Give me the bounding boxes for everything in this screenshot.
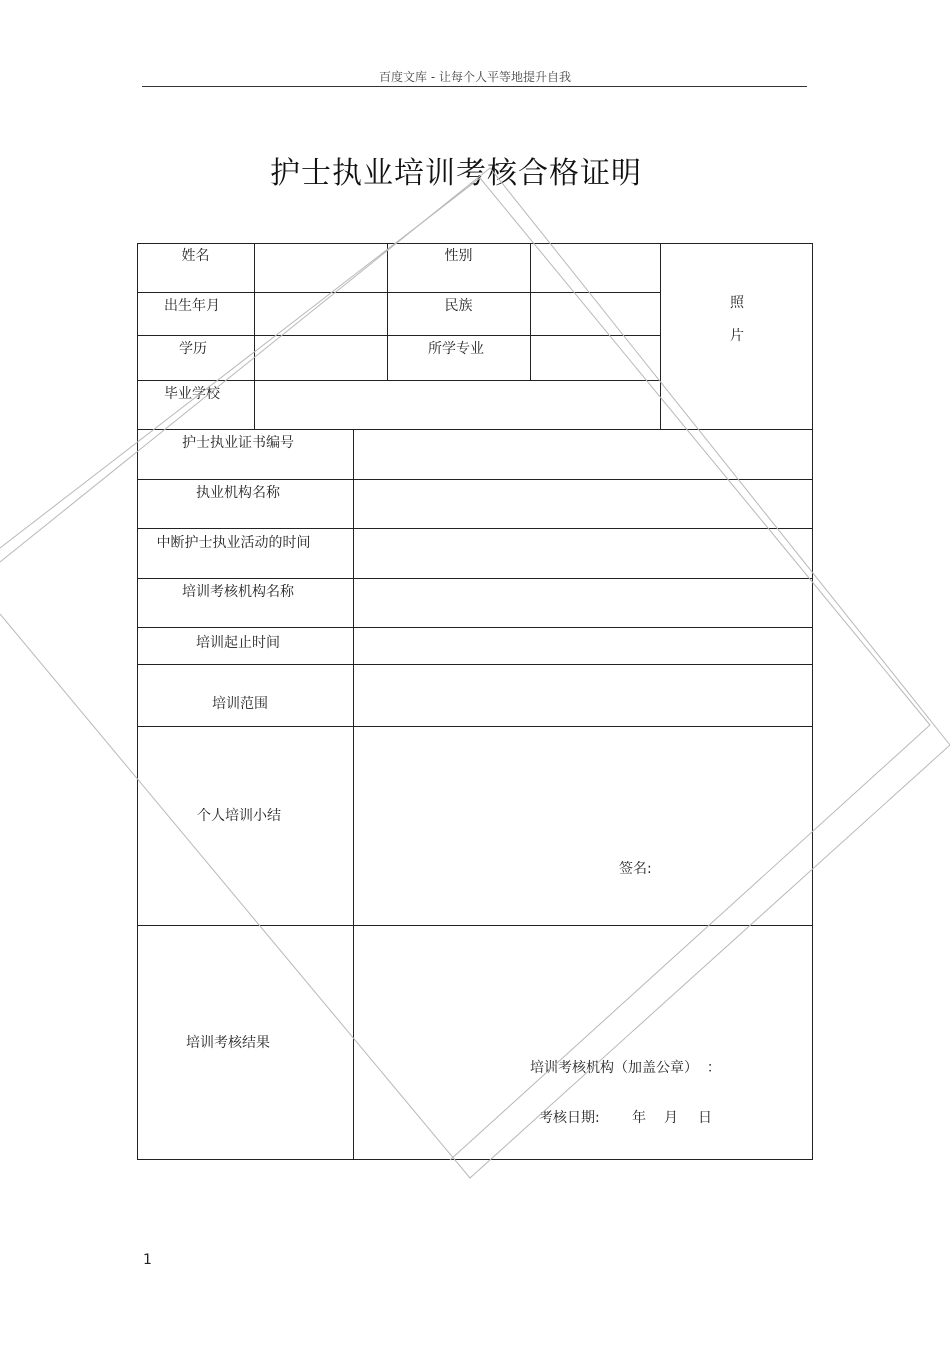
education-field[interactable] (255, 336, 387, 380)
month-label: 月 (664, 1110, 678, 1126)
major-field[interactable] (531, 336, 660, 380)
certificate-form (137, 243, 813, 1160)
major-label: 所学专业 (428, 341, 484, 357)
ethnicity-label: 民族 (444, 298, 473, 314)
school-label: 毕业学校 (164, 386, 220, 402)
signature-label: 签名: (619, 861, 652, 877)
license-number-field[interactable] (354, 430, 812, 479)
institution-field[interactable] (354, 480, 812, 528)
training-scope-field[interactable] (354, 665, 812, 726)
school-field[interactable] (255, 381, 660, 429)
education-label: 学历 (179, 341, 207, 357)
training-org-label: 培训考核机构名称 (182, 584, 294, 600)
exam-date-label: 考核日期: (539, 1110, 600, 1126)
photo-label-2: 片 (730, 328, 744, 344)
interruption-label: 中断护士执业活动的时间 (156, 535, 311, 551)
interruption-field[interactable] (354, 529, 812, 578)
training-org-field[interactable] (354, 579, 812, 627)
summary-field[interactable] (354, 727, 812, 925)
day-label: 日 (698, 1110, 712, 1126)
birth-field[interactable] (255, 293, 387, 335)
name-field[interactable] (255, 243, 387, 292)
page-number: 1 (143, 1252, 152, 1268)
form-border-bottom (137, 1159, 813, 1160)
org-seal-label: 培训考核机构（加盖公章） ： (530, 1060, 721, 1076)
ethnicity-field[interactable] (531, 293, 660, 335)
form-border-top (137, 243, 813, 244)
result-label: 培训考核结果 (186, 1035, 270, 1051)
gender-label: 性别 (444, 248, 473, 264)
year-label: 年 (632, 1110, 646, 1126)
header-rule (142, 86, 807, 87)
header-text: 百度文库 - 让每个人平等地提升自我 (379, 70, 571, 84)
summary-label: 个人培训小结 (197, 808, 281, 824)
training-period-field[interactable] (354, 628, 812, 664)
gender-field[interactable] (531, 243, 660, 292)
license-number-label: 护士执业证书编号 (182, 435, 294, 451)
training-period-label: 培训起止时间 (196, 635, 280, 651)
photo-label-1: 照 (730, 295, 744, 311)
form-border-right (812, 243, 813, 1160)
document-title: 护士执业培训考核合格证明 (270, 156, 642, 191)
training-scope-label: 培训范围 (212, 696, 268, 712)
institution-label: 执业机构名称 (196, 485, 280, 501)
name-label: 姓名 (181, 248, 210, 264)
birth-label: 出生年月 (164, 298, 220, 314)
